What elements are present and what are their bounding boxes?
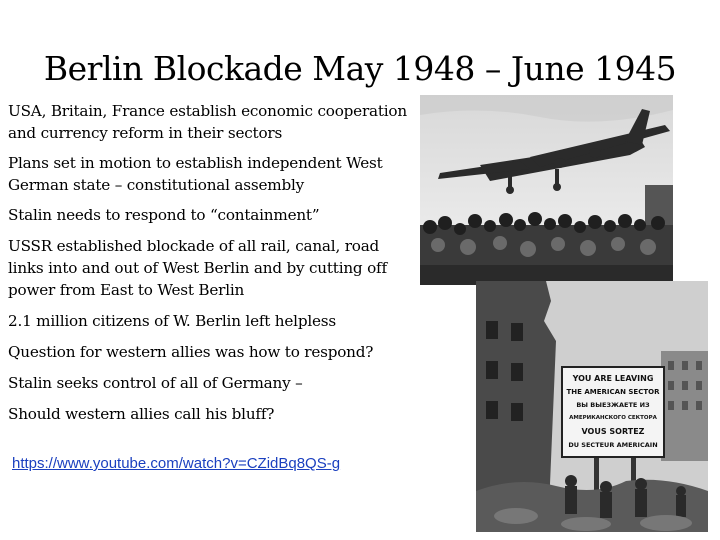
sign-line: THE AMERICAN SECTOR [566, 388, 660, 396]
sign-line: YOU ARE LEAVING [572, 374, 654, 383]
bullet-list [8, 100, 408, 425]
sector-sign [562, 367, 664, 457]
bullet-item: Question for western allies was how to respond? [8, 343, 374, 361]
sign-line: ВЫ ВЫЕЗЖАЕТЕ ИЗ [576, 401, 650, 409]
bullet-item: 2.1 million citizens of W. Berlin left helpless [8, 312, 336, 330]
bullet-item: Should western allies call his bluff? [8, 405, 275, 423]
sector-sign-photo [476, 281, 708, 532]
bullet-item: USSR established blockade of all rail, canal, road links into and out of West Berlin and by cutting off power from East to West Berlin [8, 237, 387, 299]
bullet-item: Stalin needs to respond to “containment” [8, 206, 320, 224]
sign-line: VOUS SORTEZ [581, 427, 645, 436]
airlift-plane-crowd-photo [420, 95, 673, 285]
bullet-item: Stalin seeks control of all of Germany – [8, 374, 303, 392]
bullet-item: USA, Britain, France establish economic cooperation and currency reform in their sectors [8, 102, 407, 142]
airlift-photo [420, 95, 673, 285]
youtube-link[interactable]: https://www.youtube.com/watch?v=CZidBq8QS-g [12, 455, 341, 472]
bullet-item: Plans set in motion to establish independent West German state – constitutional assembly [8, 154, 383, 194]
sign-line: АМЕРИКАНСКОГО СЕКТОРА [569, 415, 657, 421]
sign-line: DU SECTEUR AMERICAIN [568, 441, 658, 449]
slide-title: Berlin Blockade May 1948 – June 1945 [43, 49, 677, 88]
sector-sign-rubble-photo [476, 281, 708, 532]
